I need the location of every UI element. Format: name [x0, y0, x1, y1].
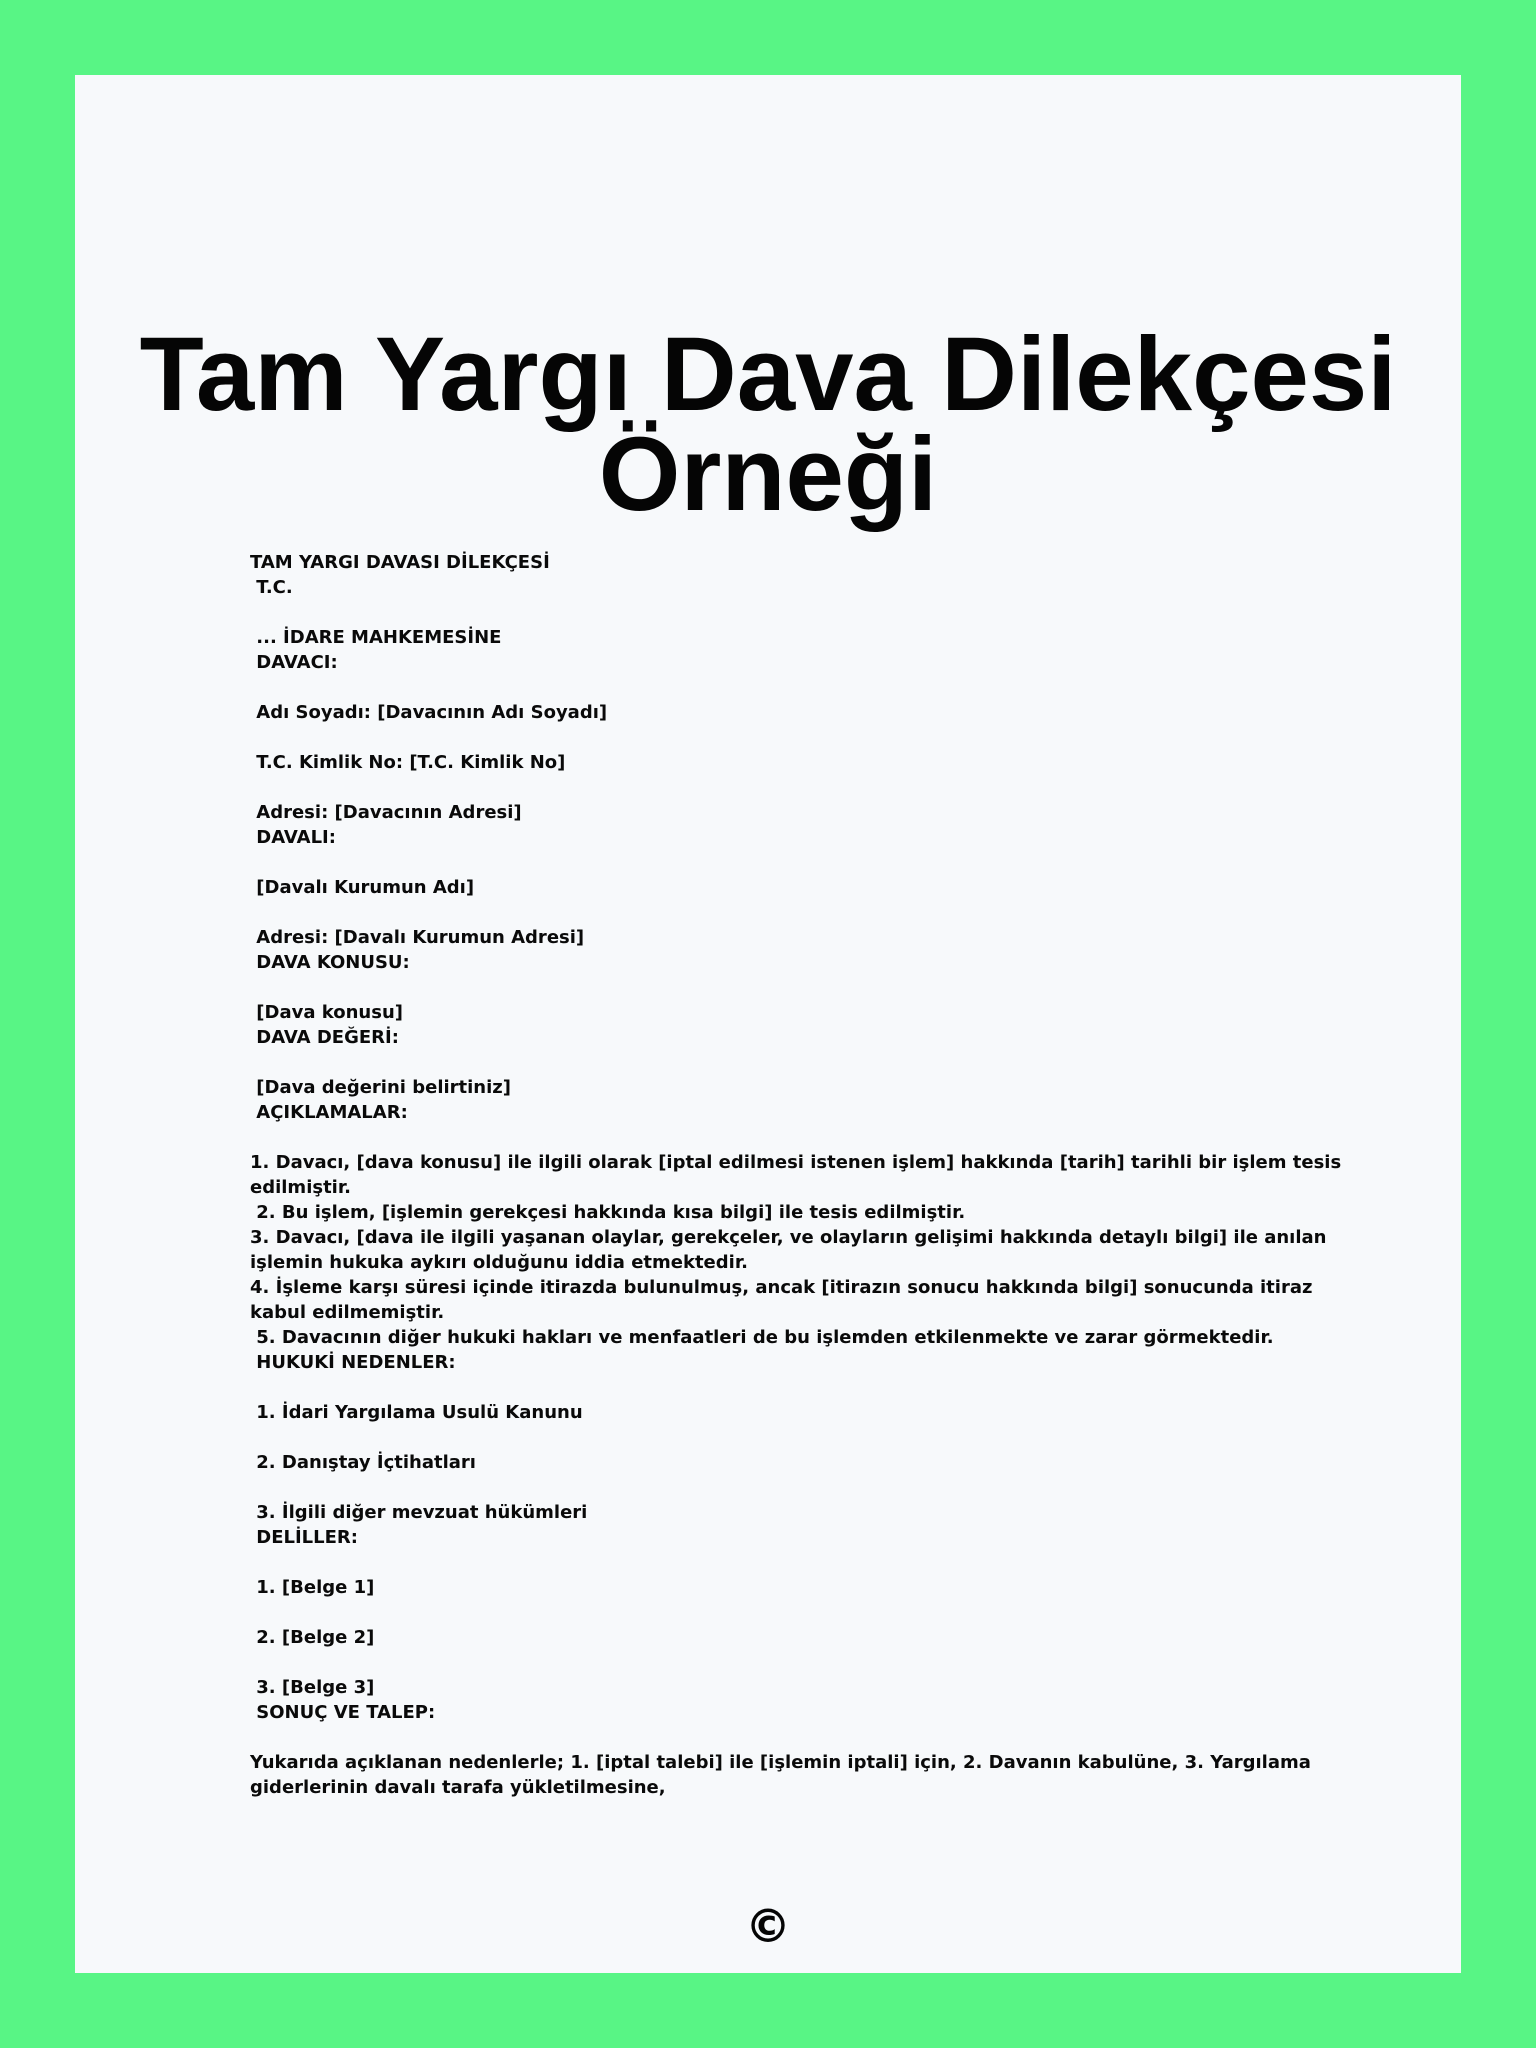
- text-line: DAVA DEĞERİ:: [250, 1027, 399, 1048]
- text-line: işlemin hukuka aykırı olduğunu iddia etmektedir.: [250, 1252, 748, 1273]
- blank-line: [250, 1550, 1350, 1575]
- blank-line: [250, 975, 1350, 1000]
- text-line: 2. Danıştay İçtihatları: [250, 1452, 476, 1473]
- title-line-2: Örneği: [598, 416, 938, 533]
- text-line: ... İDARE MAHKEMESİNE: [250, 627, 502, 648]
- blank-line: [250, 1050, 1350, 1075]
- text-line: T.C. Kimlik No: [T.C. Kimlik No]: [250, 752, 566, 773]
- text-line: HUKUKİ NEDENLER:: [250, 1352, 456, 1373]
- text-line: edilmiştir.: [250, 1177, 351, 1198]
- text-line: 2. Bu işlem, [işlemin gerekçesi hakkında kısa bilgi] ile tesis edilmiştir.: [250, 1202, 966, 1223]
- text-line: Yukarıda açıklanan nedenlerle; 1. [iptal talebi] ile [işlemin iptali] için, 2. Davanın kabulüne, 3. Yargılama: [250, 1752, 1311, 1773]
- text-line: DAVALI:: [250, 827, 336, 848]
- text-line: Adı Soyadı: [Davacının Adı Soyadı]: [250, 702, 608, 723]
- blank-line: [250, 775, 1350, 800]
- copyright-icon: ©: [745, 1899, 791, 1953]
- text-line: DAVA KONUSU:: [250, 952, 410, 973]
- blank-line: [250, 600, 1350, 625]
- blank-line: [250, 725, 1350, 750]
- text-line: giderlerinin davalı tarafa yükletilmesine,: [250, 1777, 666, 1798]
- title-line-1: Tam Yargı Dava Dilekçesi: [139, 316, 1397, 433]
- text-line: 3. Davacı, [dava ile ilgili yaşanan olaylar, gerekçeler, ve olayların gelişimi hakkında detaylı bilgi] ile anılan: [250, 1227, 1327, 1248]
- text-line: [Davalı Kurumun Adı]: [250, 877, 475, 898]
- text-line: AÇIKLAMALAR:: [250, 1102, 408, 1123]
- blank-line: [250, 1600, 1350, 1625]
- blank-line: [250, 1425, 1350, 1450]
- blank-line: [250, 675, 1350, 700]
- text-line: [Dava konusu]: [250, 1002, 403, 1023]
- document-page: [75, 75, 1461, 1973]
- page-title: [75, 316, 1461, 533]
- petition-body: [250, 550, 1350, 1800]
- text-line: T.C.: [250, 577, 293, 598]
- blank-line: [250, 1725, 1350, 1750]
- text-line: 4. İşleme karşı süresi içinde itirazda bulunulmuş, ancak [itirazın sonucu hakkında bilgi] sonucunda itiraz: [250, 1277, 1313, 1298]
- text-line: DAVACI:: [250, 652, 338, 673]
- text-line: 5. Davacının diğer hukuki hakları ve menfaatleri de bu işlemden etkilenmekte ve zarar görmektedir.: [250, 1327, 1274, 1348]
- text-line: 3. [Belge 3]: [250, 1677, 375, 1698]
- blank-line: [250, 900, 1350, 925]
- blank-line: [250, 850, 1350, 875]
- blank-line: [250, 1375, 1350, 1400]
- text-line: 1. [Belge 1]: [250, 1577, 375, 1598]
- blank-line: [250, 1125, 1350, 1150]
- text-line: 1. İdari Yargılama Usulü Kanunu: [250, 1402, 583, 1423]
- text-line: 3. İlgili diğer mevzuat hükümleri: [250, 1502, 588, 1523]
- text-line: Adresi: [Davalı Kurumun Adresi]: [250, 927, 585, 948]
- text-line: [Dava değerini belirtiniz]: [250, 1077, 511, 1098]
- text-line: Adresi: [Davacının Adresi]: [250, 802, 522, 823]
- blank-line: [250, 1475, 1350, 1500]
- text-line: TAM YARGI DAVASI DİLEKÇESİ: [250, 552, 550, 573]
- text-line: kabul edilmemiştir.: [250, 1302, 445, 1323]
- text-line: 1. Davacı, [dava konusu] ile ilgili olarak [iptal edilmesi istenen işlem] hakkında [tarih] tarihli bir işlem tesis: [250, 1152, 1342, 1173]
- text-line: 2. [Belge 2]: [250, 1627, 375, 1648]
- text-line: DELİLLER:: [250, 1527, 358, 1548]
- blank-line: [250, 1650, 1350, 1675]
- text-line: SONUÇ VE TALEP:: [250, 1702, 436, 1723]
